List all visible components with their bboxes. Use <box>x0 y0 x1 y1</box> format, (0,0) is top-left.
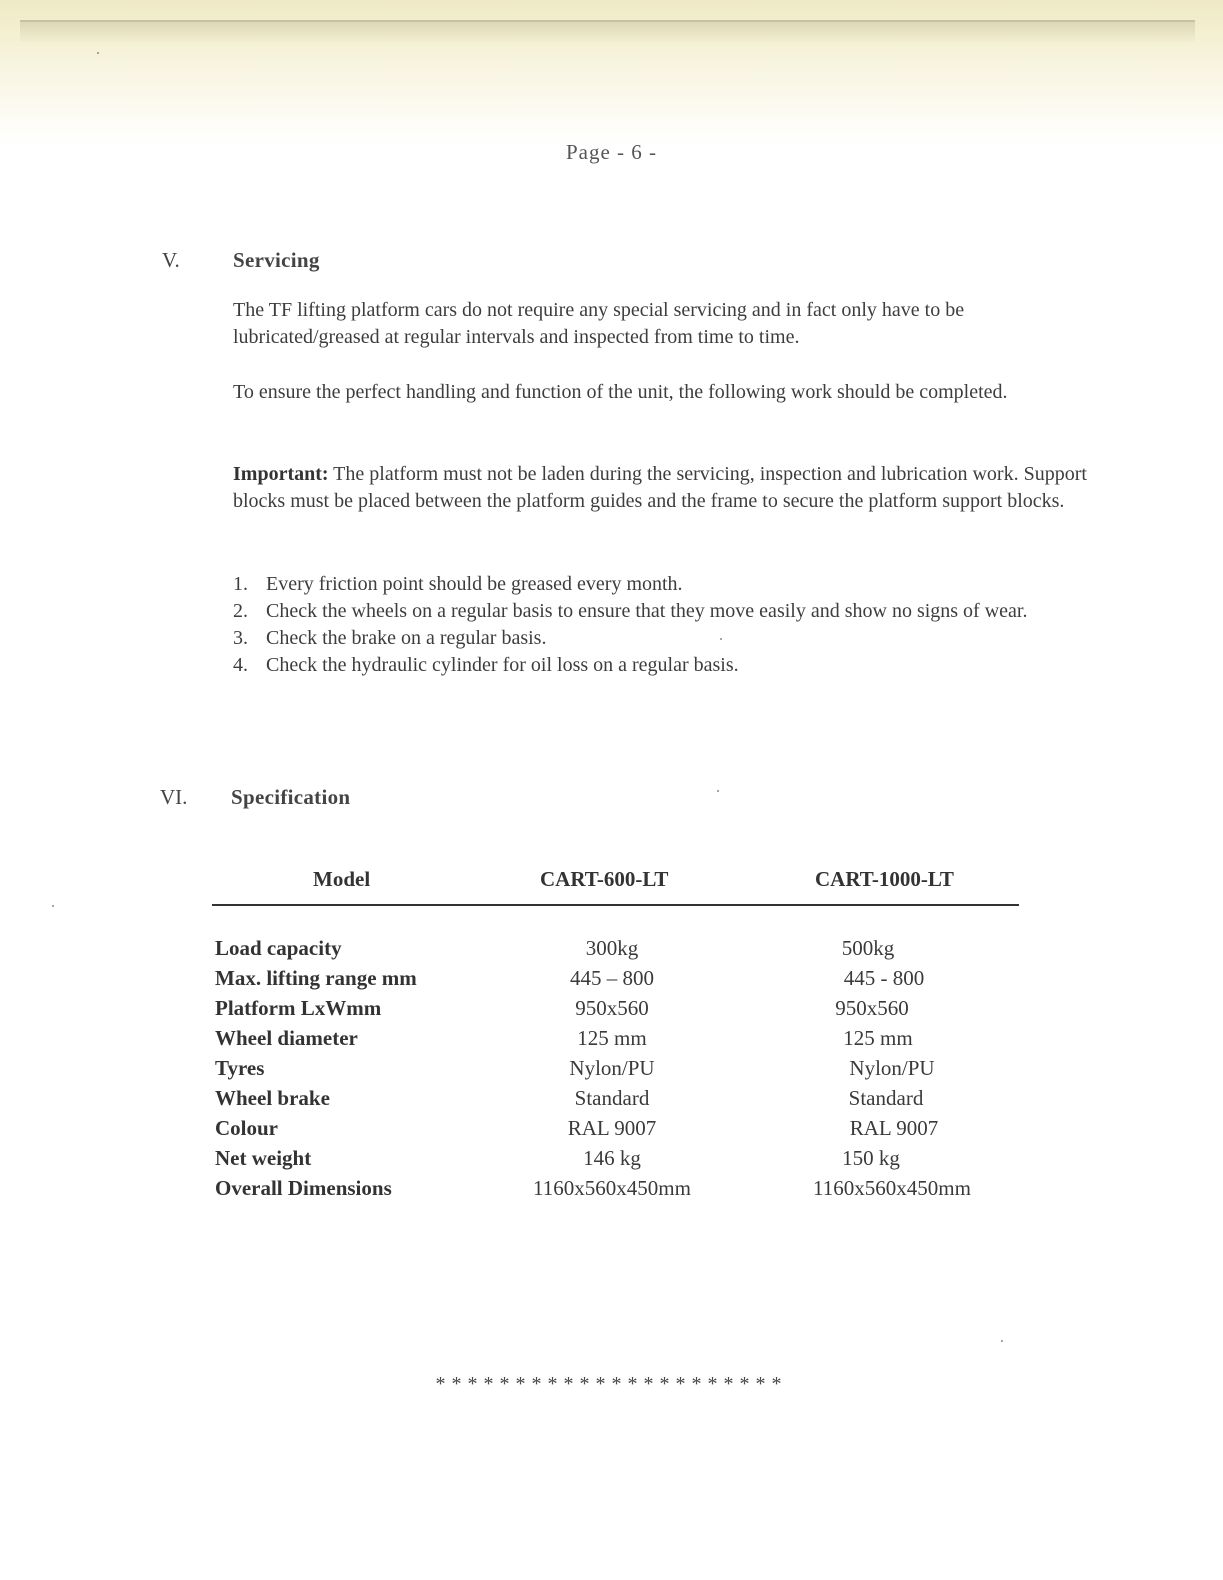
step-number: 4. <box>233 654 248 676</box>
spec-value-cart-600: 950x560 <box>575 996 649 1020</box>
step-text: Check the wheels on a regular basis to ensure that they move easily and show no signs of wear. <box>266 600 1028 622</box>
spec-value-cart-600: RAL 9007 <box>567 1116 657 1140</box>
spec-value-cart-1000: 150 kg <box>842 1146 900 1170</box>
spec-value-cart-1000: Nylon/PU <box>849 1056 935 1080</box>
spec-value-cart-600: 445 – 800 <box>570 966 654 990</box>
spec-value-cart-1000: Standard <box>848 1086 924 1110</box>
end-of-page-stars: ********************** <box>435 1373 788 1395</box>
section-vi-title: Specification <box>231 785 351 809</box>
spec-label: Platform LxWmm <box>215 996 382 1020</box>
spec-header-cart-1000: CART-1000-LT <box>815 867 954 891</box>
spec-value-cart-1000: 500kg <box>841 936 895 960</box>
scan-speck <box>720 638 722 640</box>
spec-header-cart-600: CART-600-LT <box>540 867 669 891</box>
section-vi-number: VI. <box>160 785 188 809</box>
spec-header-model: Model <box>313 867 371 891</box>
list-item <box>233 652 1108 679</box>
spec-value-cart-600: 300kg <box>585 936 639 960</box>
spec-value-cart-1000: 445 - 800 <box>843 966 925 990</box>
scan-speck <box>97 52 99 54</box>
spec-label: Overall Dimensions <box>215 1176 392 1200</box>
spec-value-cart-1000: RAL 9007 <box>849 1116 939 1140</box>
scan-edge <box>20 20 1195 42</box>
scan-speck <box>52 905 54 907</box>
spec-label: Max. lifting range mm <box>215 966 417 990</box>
spec-value-cart-600: 146 kg <box>583 1146 641 1170</box>
spec-label: Load capacity <box>215 936 342 960</box>
spec-label: Wheel brake <box>215 1086 330 1110</box>
spec-label: Colour <box>215 1116 278 1140</box>
spec-value-cart-1000: 950x560 <box>835 996 909 1020</box>
list-item <box>233 625 1108 652</box>
step-text: Check the brake on a regular basis. <box>266 627 547 649</box>
spec-label: Wheel diameter <box>215 1026 358 1050</box>
scan-speck <box>717 790 719 792</box>
list-item <box>233 571 1108 598</box>
servicing-steps <box>233 571 1108 679</box>
step-number: 3. <box>233 627 248 649</box>
spec-label: Tyres <box>215 1056 265 1080</box>
servicing-paragraph-1: The TF lifting platform cars do not require any special servicing and in fact only have to be lubricated/greased at regular intervals and inspected from time to time. <box>233 299 965 348</box>
step-text: Check the hydraulic cylinder for oil loss on a regular basis. <box>266 654 739 676</box>
spec-value-cart-1000: 1160x560x450mm <box>813 1176 971 1200</box>
step-number: 2. <box>233 600 248 622</box>
section-v-number: V. <box>162 248 180 272</box>
spec-value-cart-600: Standard <box>574 1086 650 1110</box>
spec-value-cart-600: 125 mm <box>577 1026 647 1050</box>
servicing-paragraph-2: To ensure the perfect handling and function of the unit, the following work should be completed. <box>233 381 1008 403</box>
list-item <box>233 598 1108 625</box>
important-label: Important: <box>233 463 329 485</box>
important-note <box>233 461 1108 515</box>
important-text: The platform must not be laden during the servicing, inspection and lubrication work. Support blocks must be placed between the platform guides and the frame to secure the platform support blocks. <box>233 463 1087 512</box>
section-v-title: Servicing <box>233 248 320 272</box>
table-rule <box>212 904 1019 906</box>
spec-value-cart-1000: 125 mm <box>843 1026 913 1050</box>
spec-value-cart-600: 1160x560x450mm <box>533 1176 691 1200</box>
spec-value-cart-600: Nylon/PU <box>569 1056 655 1080</box>
step-text: Every friction point should be greased every month. <box>266 573 683 595</box>
spec-label: Net weight <box>215 1146 312 1170</box>
page-number: Page - 6 - <box>565 140 658 164</box>
step-number: 1. <box>233 573 248 595</box>
scan-speck <box>1001 1340 1003 1342</box>
